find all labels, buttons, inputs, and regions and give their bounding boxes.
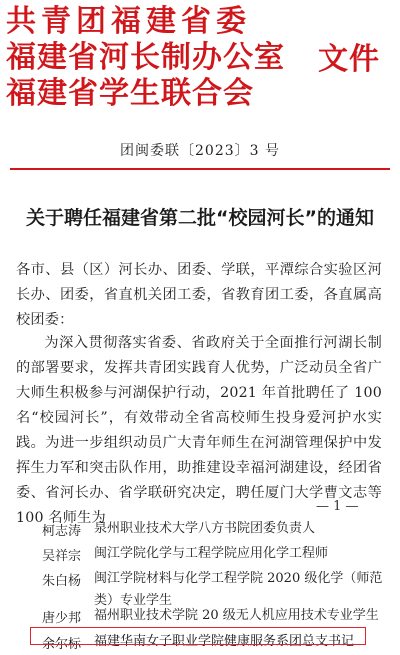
org-youth-league: 共青团福建省委 [6,4,251,39]
document-type-label: 文件 [318,42,380,77]
appointee-description: 福建华南女子职业学院健康服务系团总支书记 [94,634,355,649]
red-header [6,4,398,128]
appointee-description: 福州职业技术学院 20 级无人机应用技术专业学生 [94,608,379,623]
document-title: 关于聘任福建省第二批“校园河长”的通知 [26,207,374,229]
page-number: — 1 — [316,499,359,514]
appointee-description: 闽江学院材料与化学工程学院 2020 级化学（师范类）专业学生 [94,571,383,608]
appointee-description: 泉州职业技术大学八方书院团委负责人 [94,521,316,536]
appointee-name: 朱白杨 [42,574,82,589]
red-divider-line [10,168,390,170]
appointee-name: 唐少邦 [42,611,82,626]
appointee-name: 柯志涛 [42,524,82,539]
appointee-name: 余尔标 [42,637,82,652]
appointee-description: 闽江学院化学与工程学院应用化学工程师 [94,546,329,561]
highlight-box [30,627,366,645]
appointee-name: 吴祥宗 [42,549,82,564]
org-student-federation: 福建省学生联合会 [6,76,254,111]
addressee: 各市、县（区）河长办、团委、学联，平潭综合实验区河长办、团委，省直机关团工委，省教育团工委，各直属高校团委： [16,262,382,328]
org-river-chief-office: 福建省河长制办公室 [6,40,285,75]
body-paragraph: 为深入贯彻落实省委、省政府关于全面推行河湖长制的部署要求，发挥共青团实践育人优势，广泛动员全省广大师生积极参与河湖保护行动，2021 年首批聘任了 100 名“校园河长”，有效带动全省高校师生投身爱河护水实践。为进一步组织动员广大青年师生在河湖管理保护中发挥生力军和突击队作用，助推建设幸福河湖建设，经团省委、省河长办、省学联研究决定，聘任厦门大学曹文志等 100 名师生为 [16,335,382,526]
issuing-organizations [6,4,336,112]
document-number: 团闽委联〔2023〕3 号 [120,143,280,159]
